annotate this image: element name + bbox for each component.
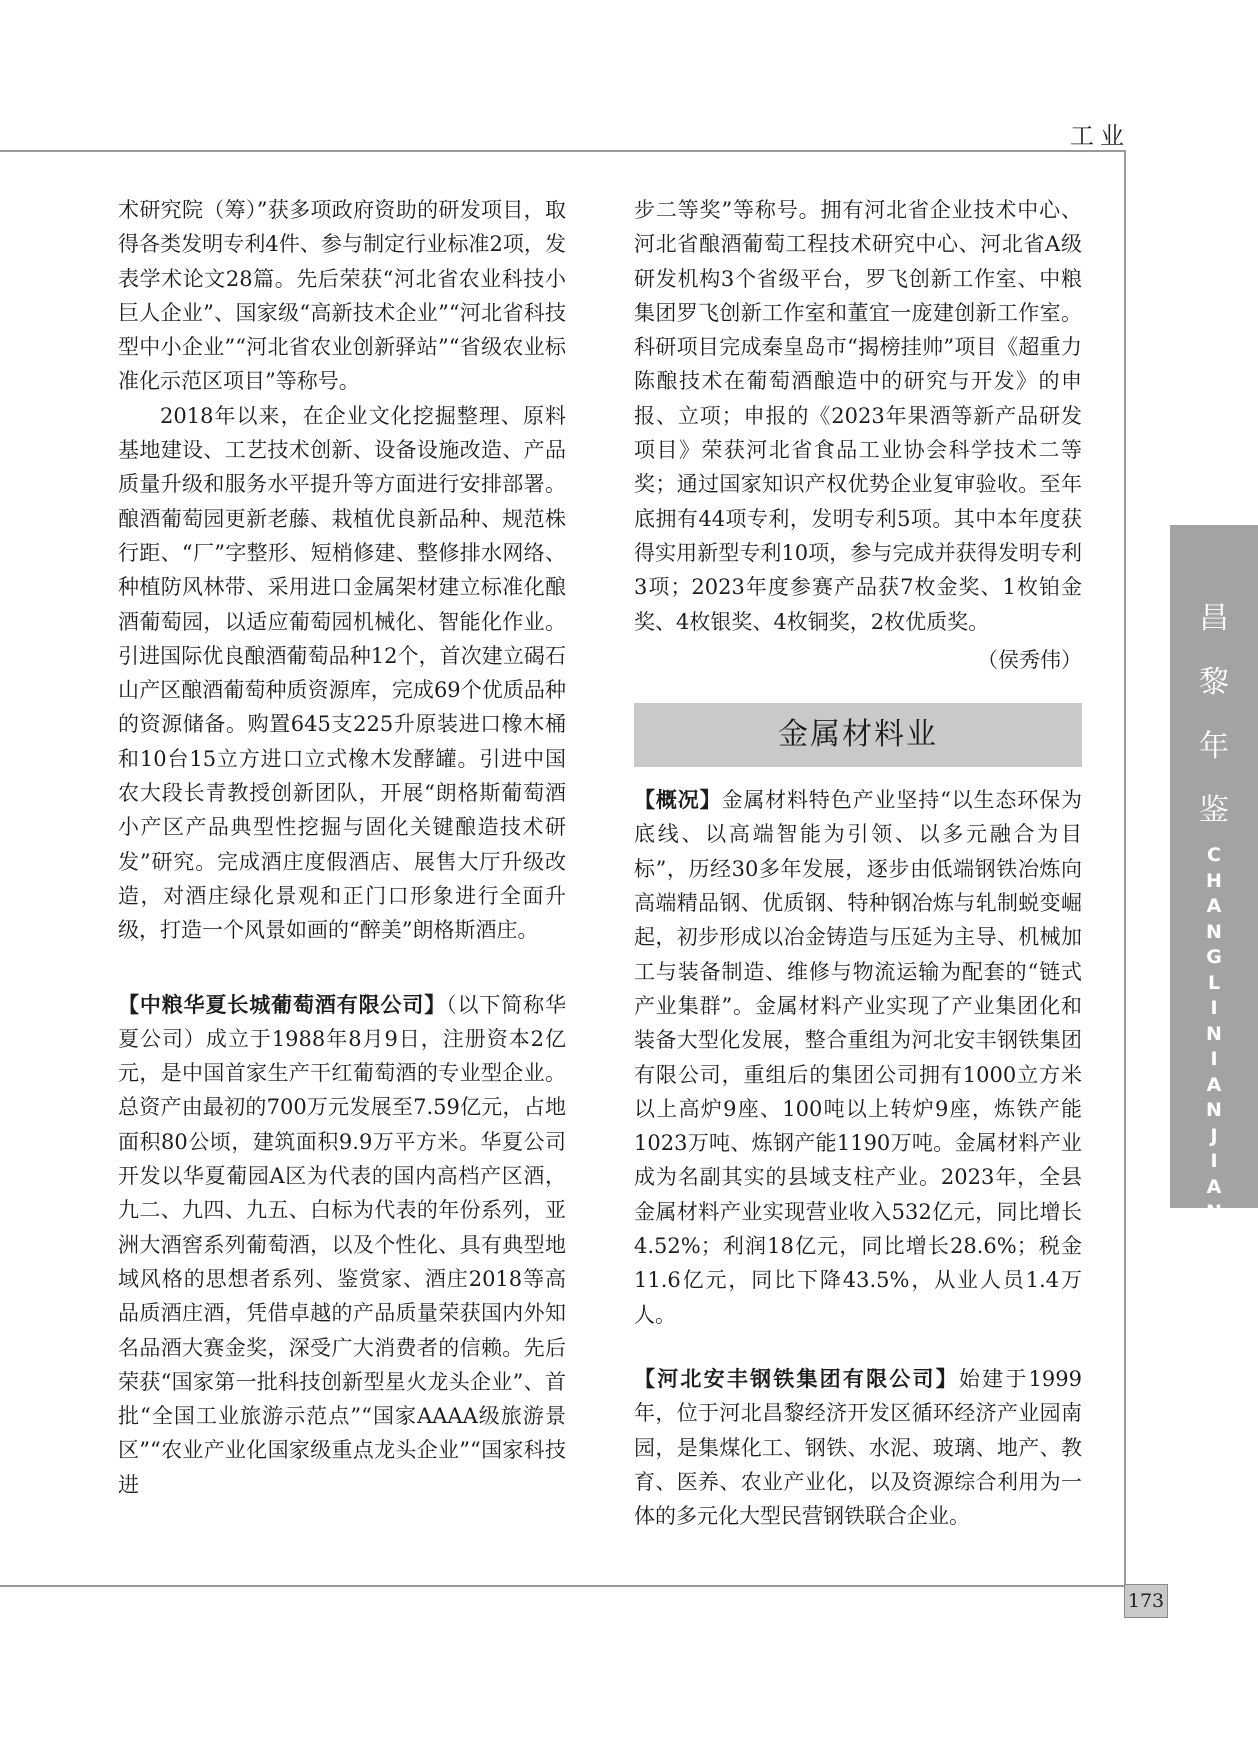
side-tab-letter: L: [1207, 971, 1221, 994]
side-tab-char: 黎: [1199, 665, 1229, 700]
entry-keyword: 【概况】: [634, 788, 722, 813]
paragraph: 步二等奖”等称号。拥有河北省企业技术中心、河北省酿酒葡萄工程技术研究中心、河北省A级研发机构3个省级平台，罗飞创新工作室、中粮集团罗飞创新工作室和董宜一庞建创新工作室。科研项目完成秦皇岛市“揭榜挂帅”项目《超重力陈酿技术在葡萄酒酿造中的研究与开发》的申报、立项；申报的《2023年果酒等新产品研发项目》荣获河北省食品工业协会科学技术二等奖；通过国家知识产权优势企业复审验收。至年底拥有44项专利，发明专利5项。其中本年度获得实用新型专利10项，参与完成并获得发明专利3项；2023年度参赛产品获7枚金奖、1枚铂金奖、4枚银奖、4枚铜奖，2枚优质奖。: [634, 198, 1082, 634]
page-number: 173: [1124, 1584, 1168, 1618]
section-heading: 金属材料业: [634, 703, 1082, 767]
side-tab-letter: A: [1206, 1175, 1222, 1198]
frame-bottom-rule: [0, 1585, 1126, 1587]
entry-paragraph: [634, 783, 1082, 1332]
side-tab-letter: N: [1206, 1201, 1222, 1223]
entry-paragraph: [634, 1362, 1082, 1533]
author-credit: （侯秀伟）: [977, 647, 1082, 672]
paragraph: 2018年以来，在企业文化挖掘整理、原料基地建设、工艺技术创新、设备设施改造、产品质量升级和服务水平提升等方面进行安排部署。酿酒葡萄园更新老藤、栽植优良新品种、规范株行距、“厂”字整形、短梢修建、整修排水网络、种植防风林带、采用进口金属架材建立标准化酿酒葡萄园，以适应葡萄园机械化、智能化作业。引进国际优良酿酒葡萄品种12个，首次建立碣石山产区酿酒葡萄种质资源库，完成69个优质品种的资源储备。购置645支225升原装进口橡木桶和10台15立方进口立式橡木发酵罐。引进中国农大段长青教授创新团队，开展“朗格斯葡萄酒小产区产品典型性挖掘与固化关键酿造技术研发”研究。完成酒庄度假酒店、展售大厅升级改造，对酒庄绿化景观和正门口形象进行全面升级，打造一个风景如画的“醉美”朗格斯酒庄。: [118, 403, 566, 943]
left-column: [118, 193, 566, 1502]
side-tab-letter: N: [1206, 1099, 1222, 1121]
side-tab-letter: J: [1210, 1124, 1218, 1147]
side-tab-letter: A: [1206, 1073, 1222, 1096]
side-tab-letter: C: [1207, 844, 1221, 866]
side-tab-char: 昌: [1199, 601, 1229, 636]
side-tab-letter: N: [1206, 920, 1222, 943]
right-column: [634, 193, 1082, 1533]
frame-right-rule: [1124, 150, 1126, 1587]
entry-paragraph: [118, 988, 566, 1502]
side-tab-letter: G: [1206, 946, 1222, 968]
side-tab-char: 鉴: [1199, 793, 1229, 828]
side-tab-letter: N: [1206, 1022, 1222, 1045]
side-tab-english-title: [1170, 843, 1258, 1226]
entry-text: 金属材料特色产业坚持“以生态环保为底线、以高端智能为引领、以多元融合为目标”，历经30多年发展，逐步由低端钢铁冶炼向高端精品钢、优质钢、特种钢冶炼与轧制蜕变崛起，初步形成以冶金铸造与压延为主导、机械加工与装备制造、维修与物流运输为配套的“链式产业集群”。金属材料产业实现了产业集团化和装备大型化发展，整合重组为河北安丰钢铁集团有限公司，重组后的集团公司拥有1000立方米以上高炉9座、100吨以上转炉9座，炼铁产能1023万吨、炼钢产能1190万吨。金属材料产业成为名副其实的县域支柱产业。2023年，全县金属材料产业实现营业收入532亿元，同比增长4.52%；利润18亿元，同比增长28.6%；税金11.6亿元，同比下降43.5%，从业人员1.4万人。: [634, 788, 1082, 1327]
section-header: 工业: [1070, 122, 1130, 150]
side-tab-char: 年: [1199, 729, 1229, 764]
side-tab-letter: H: [1206, 869, 1222, 892]
side-tab-chinese-title: [1170, 587, 1258, 843]
entry-keyword: 【中粮华夏长城葡萄酒有限公司】: [118, 992, 447, 1017]
side-tab: [1170, 525, 1258, 1223]
side-tab-letter: A: [1206, 895, 1222, 917]
entry-keyword: 【河北安丰钢铁集团有限公司】: [634, 1366, 959, 1391]
frame-top-rule: [0, 150, 1126, 152]
entry-text: 始建于1999年，位于河北昌黎经济开发区循环经济产业园南园，是集煤化工、钢铁、水泥、玻璃、地产、教育、医养、农业产业化，以及资源综合利用为一体的多元化大型民营钢铁联合企业。: [634, 1366, 1082, 1529]
entry-text: （以下简称华夏公司）成立于1988年8月9日，注册资本2亿元，是中国首家生产干红葡萄酒的专业型企业。总资产由最初的700万元发展至7.59亿元，占地面积80公顷，建筑面积9.9万平方米。华夏公司开发以华夏葡园A区为代表的国内高档产区酒，九二、九四、九五、白标为代表的年份系列，亚洲大酒窖系列葡萄酒，以及个性化、具有典型地域风格的思想者系列、鉴赏家、酒庄2018等高品质酒庄酒，凭借卓越的产品质量荣获国内外知名品酒大赛金奖，深受广大消费者的信赖。先后荣获“国家第一批科技创新型星火龙头企业”、首批“全国工业旅游示范点”“国家AAAA级旅游景区”“农业产业化国家级重点龙头企业”“国家科技进: [118, 992, 566, 1497]
paragraph: 术研究院（筹）”获多项政府资助的研发项目，取得各类发明专利4件、参与制定行业标准2项，发表学术论文28篇。先后荣获“河北省农业科技小巨人企业”、国家级“高新技术企业”“河北省科技型中小企业”“河北省农业创新驿站”“省级农业标准化示范区项目”等称号。: [118, 198, 566, 394]
side-tab-letter: I: [1210, 1150, 1218, 1172]
side-tab-letter: I: [1210, 997, 1218, 1019]
side-tab-letter: I: [1210, 1048, 1218, 1070]
